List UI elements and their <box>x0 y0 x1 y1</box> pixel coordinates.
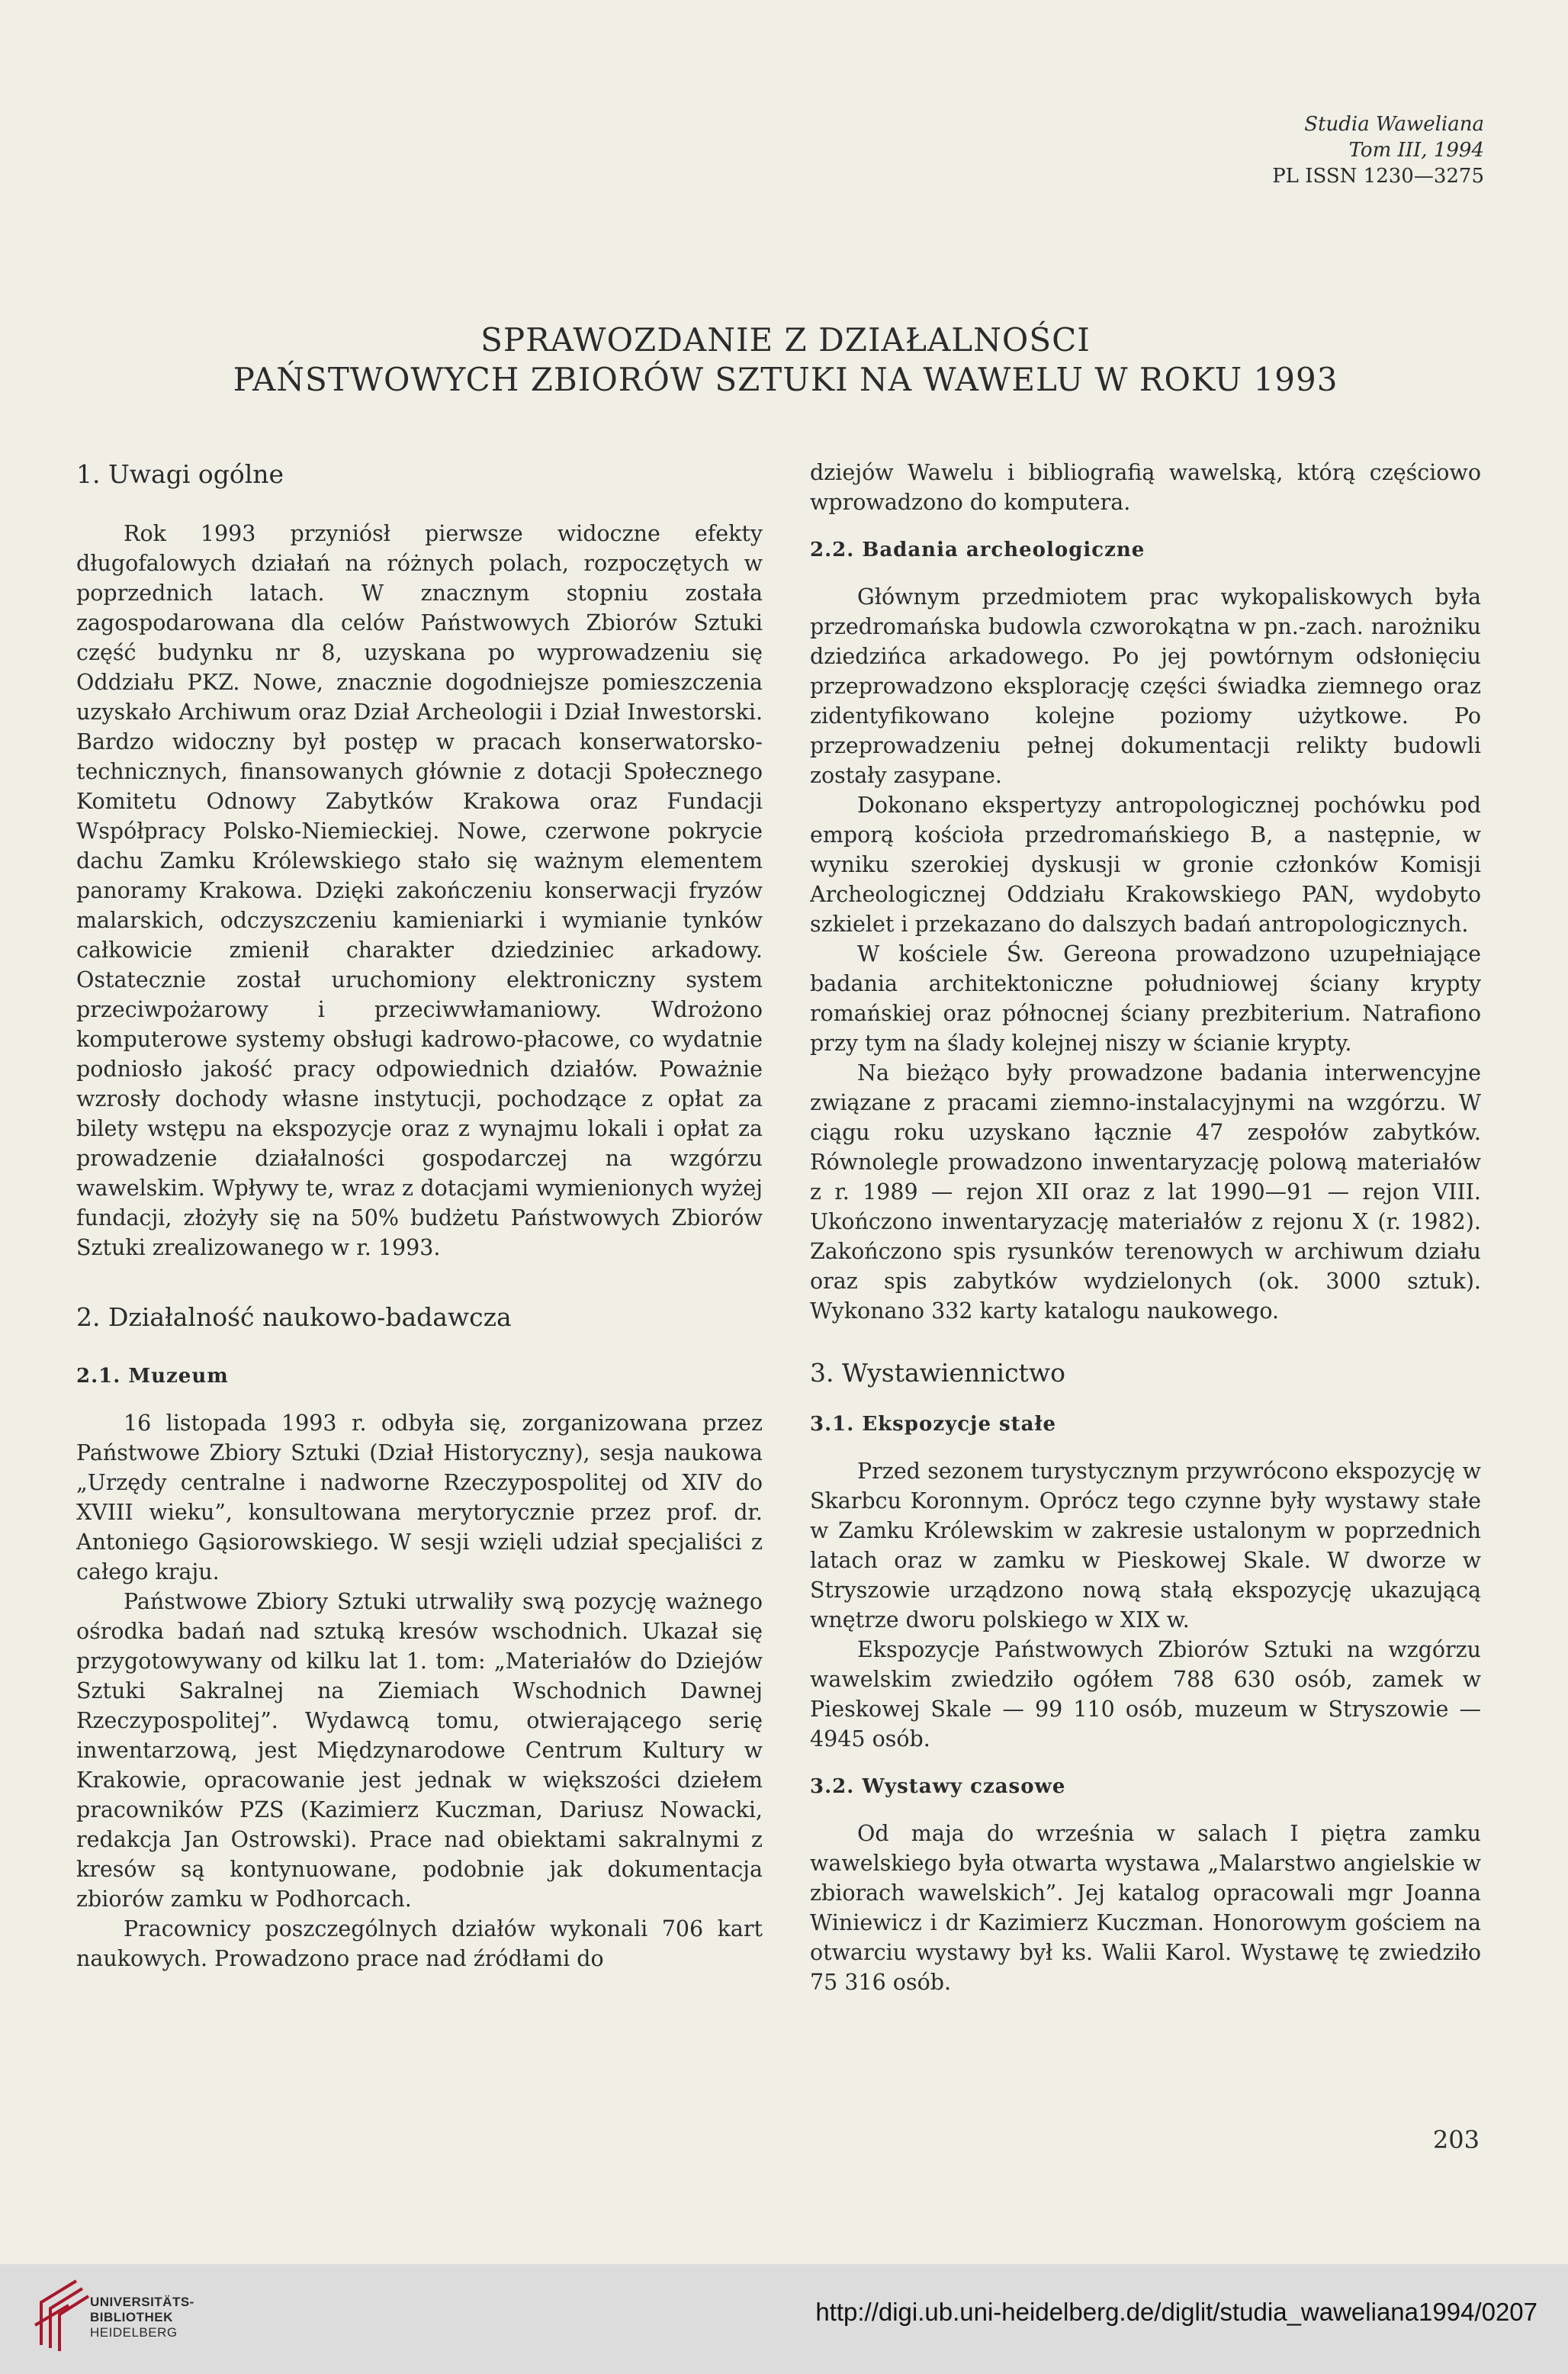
paragraph: Ekspozycje Państwowych Zbiorów Sztuki na wzgórzu wawelskim zwiedziło ogółem 788 630 osób, zamek w Pieskowej Skale — 99 110 osób, muzeum w Stryszowie — 4945 osób. <box>810 1637 1481 1752</box>
library-name <box>90 2295 194 2340</box>
left-column <box>76 458 763 1974</box>
section-heading-2: 2. Działalność naukowo-badawcza <box>76 1302 512 1332</box>
journal-issn: PL ISSN 1230—3275 <box>1272 165 1484 188</box>
title-line-1: SPRAWOZDANIE Z DZIAŁALNOŚCI <box>480 321 1091 359</box>
section-heading-3: 3. Wystawiennictwo <box>810 1358 1065 1388</box>
library-line-3: HEIDELBERG <box>90 2325 178 2340</box>
paragraph: Na bieżąco były prowadzone badania interwencyjne związane z pracami ziemno-instalacyjnymi na wzgórzu. W ciągu roku uzyskano łącznie 47 zespołów zabytków. Równolegle prowadzono inwentaryzację polową materiałów z r. 1989 — rejon XII oraz z lat 1990—91 — rejon VIII. Ukończono inwentaryzację materiałów z rejonu X (r. 1982). Zakończono spis rysunków terenowych w archiwum działu oraz spis zabytków wydzielonych (ok. 3000 sztuk). Wykonano 332 karty katalogu naukowego. <box>810 1060 1481 1324</box>
paragraph: Państwowe Zbiory Sztuki utrwaliły swą pozycję ważnego ośrodka badań nad sztuką kresów wschodnich. Ukazał się przygotowywany od kilku lat 1. tom: „Materiałów do Dziejów Sztuki Sakralnej na Ziemiach Wschodnich Dawnej Rzeczypospolitej”. Wydawcą tomu, otwierającego serię inwentarzową, jest Międzynarodowe Centrum Kultury w Krakowie, opracowanie jest jednak w większości dziełem pracowników PZS (Kazimierz Kuczman, Dariusz Nowacki, redakcja Jan Ostrowski). Prace nad obiektami sakralnymi z kresów są kontynuowane, podobnie jak dokumentacja zbiorów zamku w Podhorcach. <box>76 1589 763 1912</box>
article-title <box>191 320 1380 400</box>
paragraph: Pracownicy poszczególnych działów wykonali 706 kart naukowych. Prowadzono prace nad źródłami do <box>76 1916 763 1971</box>
paragraph-continued: dziejów Wawelu i bibliografią wawelską, którą częściowo wprowadzono do komputera. <box>810 460 1481 515</box>
subsection-heading-2-1: 2.1. Muzeum <box>76 1365 229 1388</box>
permalink-url[interactable]: http://digi.ub.uni-heidelberg.de/diglit/studia_waweliana1994/0207 <box>815 2298 1537 2326</box>
journal-header <box>1272 111 1484 189</box>
subsection-heading-3-2: 3.2. Wystawy czasowe <box>810 1775 1066 1798</box>
title-line-2: PAŃSTWOWYCH ZBIORÓW SZTUKI NA WAWELU W ROKU 1993 <box>233 361 1338 398</box>
paragraph: Rok 1993 przyniósł pierwsze widoczne efekty długofalowych działań na różnych polach, rozpoczętych w poprzednich latach. W znacznym stopniu została zagospodarowana dla celów Państwowych Zbiorów Sztuki część budynku nr 8, uzyskana po wyprowadzeniu się Oddziału PKZ. Nowe, znacznie dogodniejsze pomieszczenia uzyskało Archiwum oraz Dział Archeologii i Dział Inwestorski. Bardzo widoczny był postęp w pracach konserwatorsko-technicznych, finansowanych głównie z dotacji Społecznego Komitetu Odnowy Zabytków Krakowa oraz Fundacji Współpracy Polsko-Niemieckiej. Nowe, czerwone pokrycie dachu Zamku Królewskiego stało się ważnym elementem panoramy Krakowa. Dzięki zakończeniu konserwacji fryzów malarskich, odczyszczeniu kamieniarki i wymianie tynków całkowicie zmienił charakter dziedziniec arkadowy. Ostatecznie został uruchomiony elektroniczny system przeciwpożarowy i przeciwwłamaniowy. Wdrożono komputerowe systemy obsługi kadrowo-płacowe, co wydatnie podniosło jakość pracy odpowiednich działów. Poważnie wzrosły dochody własne instytucji, pochodzące z opłat za bilety wstępu na ekspozycje oraz z wynajmu lokali i opłat za prowadzenie działalności gospodarczej na wzgórzu wawelskim. Wpływy te, wraz z dotacjami wymienionych wyżej fundacji, złożyły się na 50% budżetu Państwowych Zbiorów Sztuki zrealizowanego w r. 1993. <box>76 521 763 1260</box>
paragraph: Głównym przedmiotem prac wykopaliskowych była przedromańska budowla czworokątna w pn.-zach. narożniku dziedzińca arkadowego. Po jej powtórnym odsłonięciu przeprowadzono eksplorację części świadka ziemnego oraz zidentyfikowano kolejne poziomy użytkowe. Po przeprowadzeniu pełnej dokumentacji relikty budowli zostały zasypane. <box>810 584 1481 788</box>
journal-name: Studia Waweliana <box>1304 113 1484 136</box>
paragraph: 16 listopada 1993 r. odbyła się, zorganizowana przez Państwowe Zbiory Sztuki (Dział Historyczny), sesja naukowa „Urzędy centralne i nadworne Rzeczypospolitej od XIV do XVIII wieku”, konsultowana merytorycznie przez prof. dr. Antoniego Gąsiorowskiego. W sesji wzięli udział specjaliści z całego kraju. <box>76 1411 763 1584</box>
library-line-1: UNIVERSITÄTS- <box>90 2295 194 2309</box>
ub-heidelberg-logo-icon <box>31 2272 92 2357</box>
paragraph: Od maja do września w salach I piętra zamku wawelskiego była otwarta wystawa „Malarstwo angielskie w zbiorach wawelskich”. Jej katalog opracowali mgr Joanna Winiewicz i dr Kazimierz Kuczman. Honorowym gościem na otwarciu wystawy był ks. Walii Karol. Wystawę tę zwiedziło 75 316 osób. <box>810 1821 1481 1995</box>
digitization-footer <box>0 2264 1568 2374</box>
paragraph: Przed sezonem turystycznym przywrócono ekspozycję w Skarbcu Koronnym. Oprócz tego czynne były wystawy stałe w Zamku Królewskim w zakresie ustalonym w poprzednich latach oraz w zamku w Pieskowej Skale. W dworze w Stryszowie urządzono nową stałą ekspozycję ukazującą wnętrze dworu polskiego w XIX w. <box>810 1459 1481 1633</box>
right-column <box>810 458 1481 1997</box>
paragraph: W kościele Św. Gereona prowadzono uzupełniające badania architektoniczne południowej ściany krypty romańskiej oraz północnej ściany prezbiterium. Natrafiono przy tym na ślady kolejnej niszy w ścianie krypty. <box>810 941 1481 1056</box>
journal-volume: Tom III, 1994 <box>1348 139 1484 162</box>
subsection-heading-2-2: 2.2. Badania archeologiczne <box>810 539 1145 561</box>
paragraph: Dokonano ekspertyzy antropologicznej pochówku pod emporą kościoła przedromańskiego B, a następnie, w wyniku szerokiej dyskusji w gronie członków Komisji Archeologicznej Oddziału Krakowskiego PAN, wydobyto szkielet i przekazano do dalszych badań antropologicznych. <box>810 793 1481 937</box>
library-line-2: BIBLIOTHEK <box>90 2310 173 2324</box>
page-number: 203 <box>1432 2125 1480 2154</box>
subsection-heading-3-1: 3.1. Ekspozycje stałe <box>810 1413 1057 1436</box>
section-heading-1: 1. Uwagi ogólne <box>76 459 284 489</box>
